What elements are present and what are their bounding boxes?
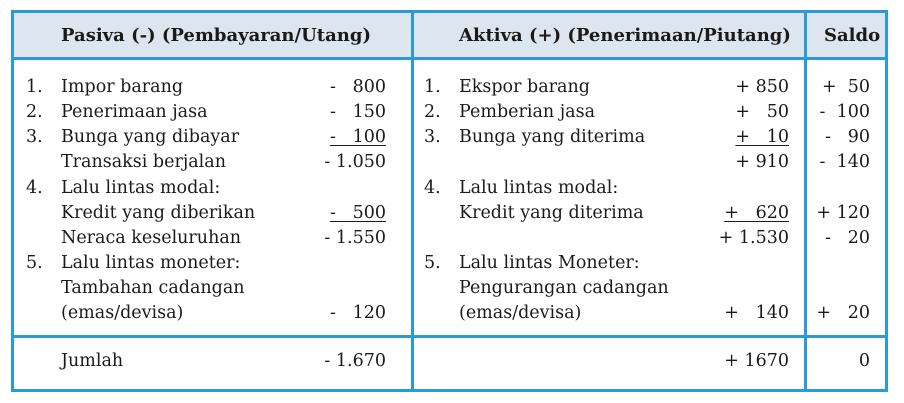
saldo-row-value: + 50 (821, 77, 870, 97)
aktiva-row-value: + 10 (735, 127, 789, 147)
pasiva-row-label: Penerimaan jasa (61, 102, 208, 122)
pasiva-row-number: 3. (26, 127, 43, 147)
aktiva-row-value: + 620 (724, 203, 789, 223)
saldo-row-value: - 140 (819, 152, 870, 172)
saldo-row-value: + 20 (816, 303, 870, 323)
pasiva-row-value: - 500 (329, 203, 386, 223)
total-divider (14, 335, 885, 338)
pasiva-row-number: 4. (26, 178, 43, 198)
aktiva-row-number: 3. (424, 127, 441, 147)
pasiva-row-value: - 100 (329, 127, 386, 147)
pasiva-row-label: Tambahan cadangan (61, 278, 245, 298)
aktiva-row-label: Lalu lintas Moneter: (459, 253, 640, 273)
aktiva-row-value: + 50 (735, 102, 789, 122)
pasiva-row-number: 5. (26, 253, 43, 273)
aktiva-row-label: Kredit yang diterima (459, 203, 644, 223)
pasiva-row-label: Transaksi berjalan (61, 152, 226, 172)
saldo-row-value: + 120 (816, 203, 870, 223)
pasiva-row-label: Bunga yang dibayar (61, 127, 240, 147)
pasiva-row-value: - 1.050 (324, 152, 386, 172)
pasiva-row-value: - 120 (329, 303, 386, 323)
pasiva-row-label: Lalu lintas modal: (61, 178, 221, 198)
total-label: Jumlah (61, 351, 124, 371)
header-saldo: Saldo (824, 25, 881, 46)
total-pasiva: - 1.670 (324, 351, 386, 371)
column-divider (804, 13, 807, 389)
header-pasiva: Pasiva (-) (Pembayaran/Utang) (61, 25, 371, 46)
aktiva-row-label: (emas/devisa) (459, 303, 582, 323)
saldo-row-value: - 20 (825, 228, 870, 248)
pasiva-row-label: Neraca keseluruhan (61, 228, 242, 248)
aktiva-row-label: Lalu lintas modal: (459, 178, 619, 198)
aktiva-row-label: Ekspor barang (459, 77, 590, 97)
pasiva-row-number: 2. (26, 102, 43, 122)
aktiva-row-value: + 910 (735, 152, 789, 172)
aktiva-row-number: 4. (424, 178, 441, 198)
saldo-row-value: - 100 (819, 102, 870, 122)
pasiva-row-label: Impor barang (61, 77, 184, 97)
balance-of-payments-table (11, 10, 888, 392)
header-aktiva: Aktiva (+) (Penerimaan/Piutang) (459, 25, 791, 46)
pasiva-row-value: - 1.550 (324, 228, 386, 248)
pasiva-row-label: Lalu lintas moneter: (61, 253, 241, 273)
aktiva-row-number: 5. (424, 253, 441, 273)
saldo-row-value: - 90 (825, 127, 870, 147)
total-aktiva: + 1670 (724, 351, 789, 371)
aktiva-row-label: Pengurangan cadangan (459, 278, 669, 298)
column-divider (411, 13, 414, 389)
aktiva-row-value: + 1.530 (718, 228, 789, 248)
aktiva-row-number: 2. (424, 102, 441, 122)
pasiva-row-number: 1. (26, 77, 43, 97)
aktiva-row-label: Pemberian jasa (459, 102, 596, 122)
total-saldo: 0 (858, 351, 870, 371)
aktiva-row-label: Bunga yang diterima (459, 127, 646, 147)
pasiva-row-label: (emas/devisa) (61, 303, 184, 323)
pasiva-row-value: - 150 (329, 102, 386, 122)
aktiva-row-value: + 850 (735, 77, 789, 97)
aktiva-row-value: + 140 (724, 303, 789, 323)
pasiva-row-label: Kredit yang diberikan (61, 203, 256, 223)
aktiva-row-number: 1. (424, 77, 441, 97)
pasiva-row-value: - 800 (329, 77, 386, 97)
